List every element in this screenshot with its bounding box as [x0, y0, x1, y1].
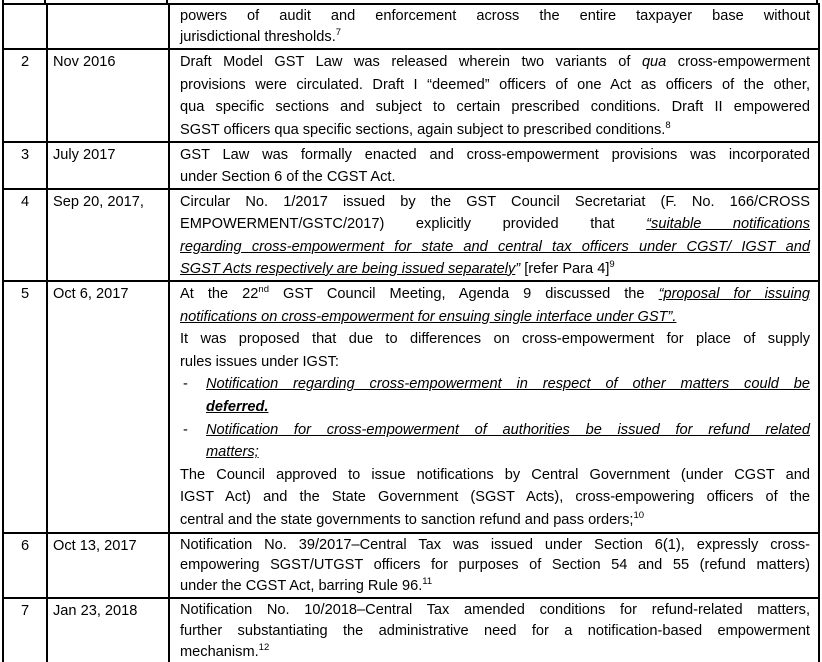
text-line [180, 509, 810, 532]
text-line [180, 600, 810, 621]
text-segment: IGST Act) and the State Government (SGST Acts), cross-empowering officers of the [180, 489, 810, 506]
text-line [180, 464, 810, 487]
table-row [3, 533, 819, 598]
text-line [180, 328, 810, 351]
text-line [180, 51, 810, 74]
row-number-cell: 6 [3, 533, 47, 598]
text-line [180, 642, 810, 662]
date-cell: Sep 20, 2017, [47, 189, 169, 281]
text-line [180, 486, 810, 509]
text-line [180, 74, 810, 97]
table-row [3, 142, 819, 189]
text-segment: SGST Acts respectively are being issued separately [180, 260, 516, 277]
date-cell: Oct 13, 2017 [47, 533, 169, 598]
text-line [180, 191, 810, 213]
text-segment: provisions were circulated. Draft I “deemed” officers of one Act as officers of the other, [180, 76, 810, 93]
text-line [180, 119, 810, 142]
date-cell: Nov 2016 [47, 49, 169, 142]
text-segment: Notification No. 10/2018–Central Tax amended conditions for refund-related matters, [180, 601, 810, 618]
superscript-footnote-ref: 12 [258, 642, 270, 654]
text-segment: empowering SGST/UTGST officers for purposes of Section 54 and 55 (refund matters) [180, 557, 810, 574]
description-cell [169, 533, 819, 598]
superscript-footnote-ref: nd [258, 284, 269, 296]
text-line [180, 351, 810, 374]
description-cell [169, 49, 819, 142]
description-cell [169, 189, 819, 281]
text-segment: under the CGST Act, barring Rule 96. [180, 578, 423, 595]
text-segment: At the 22 [180, 286, 259, 302]
text-line [180, 236, 810, 258]
text-segment: GST Council Meeting, Agenda 9 discussed the [269, 286, 659, 302]
date-cell: Jan 23, 2018 [47, 598, 169, 662]
text-line [180, 6, 810, 27]
text-segment: matters; [206, 444, 259, 461]
text-segment: jurisdictional thresholds. [180, 29, 336, 45]
text-segment: It was proposed that due to differences on cross-empowerment for place of supply [180, 331, 810, 348]
row-number-cell: 7 [3, 598, 47, 662]
text-segment: Notification regarding cross-empowerment in respect of other matters could be [206, 376, 810, 393]
description-cell [169, 598, 819, 662]
text-segment: regarding cross-empowerment for state and central tax officers under CGST/ IGST and [180, 238, 810, 255]
row-number-cell [3, 4, 47, 49]
row-number-cell: 3 [3, 142, 47, 189]
description-cell [169, 142, 819, 189]
text-line [180, 373, 810, 396]
table-row [3, 281, 819, 533]
text-segment: notifications on cross-empowerment for ensuing single interface under GST”. [180, 308, 677, 325]
text-segment: central and the state governments to sanction refund and pass orders; [180, 511, 634, 528]
text-segment: Notification No. 39/2017–Central Tax was issued under Section 6(1), expressly cross- [180, 536, 810, 553]
text-line [180, 258, 810, 280]
text-segment: powers of audit and enforcement across the entire taxpayer base without [180, 8, 810, 24]
bullet-marker: - [183, 421, 188, 438]
superscript-footnote-ref: 10 [633, 510, 645, 522]
text-segment: [refer Para 4] [520, 260, 610, 277]
text-line [180, 396, 810, 419]
text-segment: cross-empowerment [666, 54, 810, 70]
text-line [180, 27, 810, 48]
superscript-footnote-ref: 8 [665, 119, 671, 131]
timeline-table-body [3, 4, 819, 662]
text-line [180, 144, 810, 166]
table-row [3, 598, 819, 662]
text-segment: further substantiating the administrative need for a notification-based empowerment [180, 622, 810, 639]
text-line [180, 96, 810, 119]
date-cell: Oct 6, 2017 [47, 281, 169, 533]
text-segment: The Council approved to issue notifications by Central Government (under CGST and [180, 466, 810, 483]
table-row [3, 4, 819, 49]
text-line [180, 621, 810, 642]
text-segment: Draft Model GST Law was released wherein two variants of [180, 54, 642, 70]
superscript-footnote-ref: 9 [609, 258, 615, 270]
text-segment: under Section 6 of the CGST Act. [180, 169, 396, 185]
text-line [180, 441, 810, 464]
row-number-cell: 5 [3, 281, 47, 533]
date-cell: July 2017 [47, 142, 169, 189]
text-line [180, 283, 810, 306]
text-segment: deferred. [206, 398, 269, 415]
row-number-cell: 2 [3, 49, 47, 142]
text-segment: Circular No. 1/2017 issued by the GST Council Secretariat (F. No. 166/CROSS [180, 194, 810, 210]
text-segment: qua [641, 54, 667, 70]
text-segment: “suitable notifications [646, 216, 810, 233]
description-cell [169, 281, 819, 533]
text-segment: qua specific sections and subject to certain prescribed conditions. Draft II empowered [180, 99, 810, 115]
text-line [180, 535, 810, 556]
text-segment: ” [515, 260, 521, 277]
text-segment: Notification for cross-empowerment of authorities be issued for refund related [206, 421, 810, 438]
text-line [180, 213, 810, 235]
row-number-cell: 4 [3, 189, 47, 281]
superscript-footnote-ref: 11 [422, 576, 433, 588]
text-segment: EMPOWERMENT/GSTC/2017) explicitly provided that [180, 216, 647, 233]
text-line [180, 419, 810, 442]
text-segment: SGST officers qua specific sections, again subject to prescribed conditions. [180, 121, 666, 138]
text-line [180, 555, 810, 576]
timeline-table [2, 3, 820, 662]
text-line [180, 166, 810, 188]
description-cell [169, 4, 819, 49]
text-segment: GST Law was formally enacted and cross-empowerment provisions was incorporated [180, 147, 810, 163]
table-row [3, 49, 819, 142]
text-line [180, 576, 810, 597]
bullet-marker: - [183, 376, 188, 393]
text-line [180, 306, 810, 329]
text-segment: mechanism. [180, 643, 259, 660]
table-row [3, 189, 819, 281]
superscript-footnote-ref: 7 [335, 27, 342, 39]
text-segment: rules issues under IGST: [180, 353, 339, 370]
date-cell [47, 4, 169, 49]
text-segment: “proposal for issuing [658, 286, 810, 302]
